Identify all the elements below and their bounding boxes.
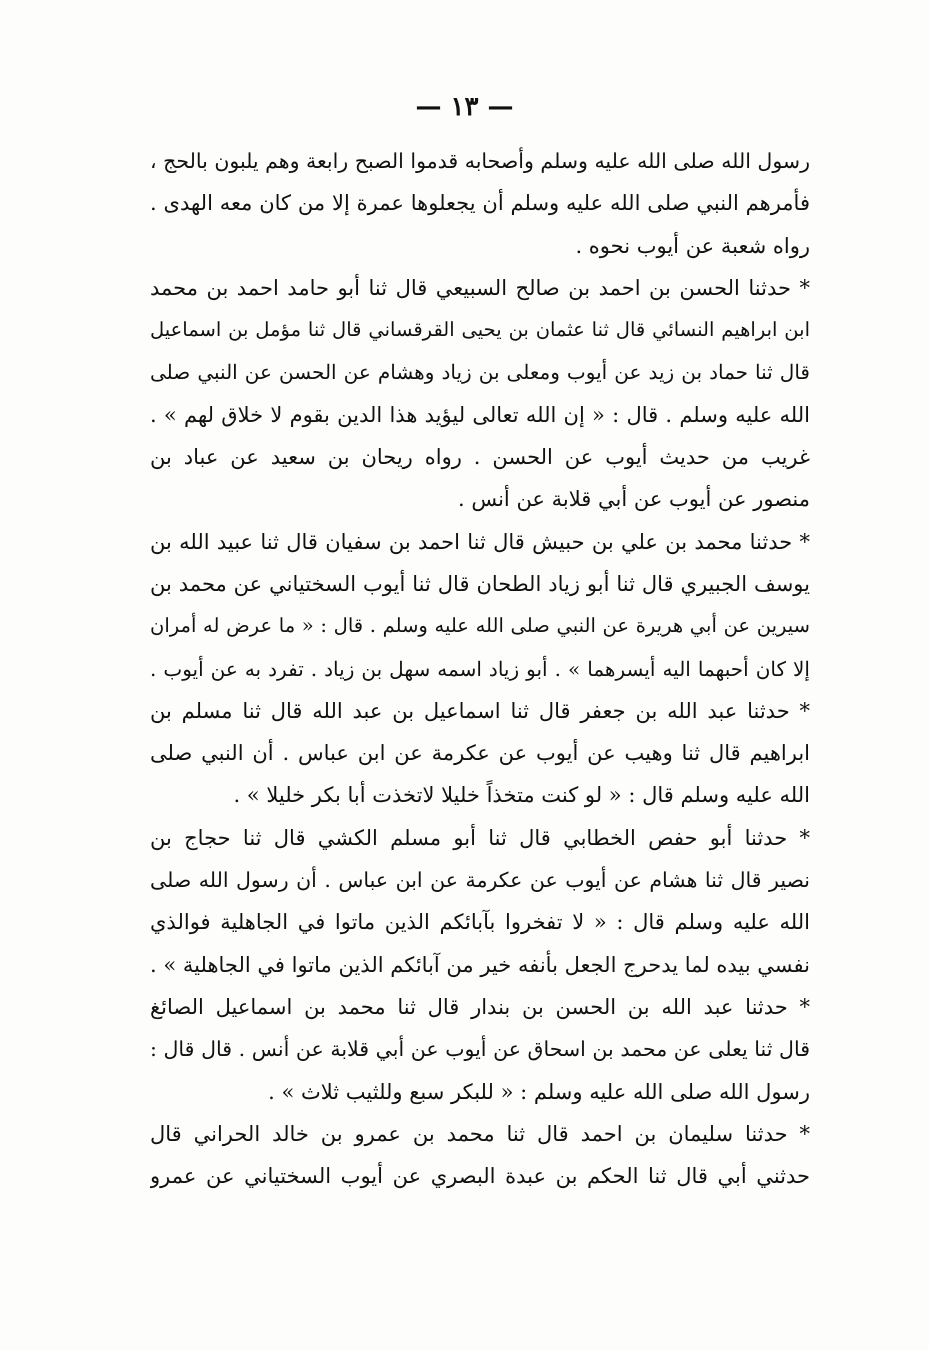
text-line: الله عليه وسلم قال : « لا تفخروا بآبائكم الذين ماتوا في الجاهلية فوالذي <box>150 910 810 935</box>
text-line: رسول الله صلى الله عليه وسلم : « للبكر سبع وللثيب ثلاث » . <box>268 1079 810 1104</box>
text-line: * حدثنا أبو حفص الخطابي قال ثنا أبو مسلم الكشي قال ثنا حجاج بن <box>150 825 810 850</box>
text-line: قال ثنا يعلى عن محمد بن اسحاق عن أيوب عن أبي قلابة عن أنس . قال قال : <box>150 1037 810 1062</box>
text-line: رسول الله صلى الله عليه وسلم وأصحابه قدموا الصبح رابعة وهم يلبون بالحج ، <box>150 149 810 173</box>
text-line: الله عليه وسلم . قال : « إن الله تعالى ليؤيد هذا الدين بقوم لا خلاق لهم » . <box>150 402 810 427</box>
text-line: نصير قال ثنا هشام عن أيوب عن عكرمة عن ابن عباس . أن رسول الله صلى <box>150 868 810 893</box>
text-line: فأمرهم النبي صلى الله عليه وسلم أن يجعلوها عمرة إلا من كان معه الهدى . <box>150 191 810 216</box>
text-line: * حدثنا عبد الله بن الحسن بن بندار قال ثنا محمد بن اسماعيل الصائغ <box>150 994 810 1019</box>
text-line: سيرين عن أبي هريرة عن النبي صلى الله عليه وسلم . قال : « ما عرض له أمران <box>150 614 810 638</box>
text-line: ابراهيم قال ثنا وهيب عن أيوب عن عكرمة عن ابن عباس . أن النبي صلى <box>150 741 810 766</box>
text-line: يوسف الجبيري قال ثنا أبو زياد الطحان قال ثنا أيوب السختياني عن محمد بن <box>150 571 810 596</box>
text-line: إلا كان أحبهما اليه أيسرهما » . أبو زياد اسمه سهل بن زياد . تفرد به عن أيوب . <box>150 656 810 681</box>
text-line: الله عليه وسلم قال : « لو كنت متخذاً خليلا لاتخذت أبا بكر خليلا » . <box>233 783 810 808</box>
text-line: قال ثنا حماد بن زيد عن أيوب ومعلى بن زياد وهشام عن الحسن عن النبي صلى <box>150 360 810 385</box>
page-number: — ١٣ — <box>415 92 514 122</box>
arabic-text-body <box>150 140 810 1197</box>
text-line: * حدثنا سليمان بن احمد قال ثنا محمد بن عمرو بن خالد الحراني قال <box>150 1121 810 1146</box>
text-line: * حدثنا عبد الله بن جعفر قال ثنا اسماعيل بن عبد الله قال ثنا مسلم بن <box>150 698 810 723</box>
text-line: منصور عن أيوب عن أبي قلابة عن أنس . <box>457 487 810 512</box>
text-line: ابن ابراهيم النسائي قال ثنا عثمان بن يحيى القرقساني قال ثنا مؤمل بن اسماعيل <box>150 318 810 342</box>
text-line: نفسي بيده لما يدحرج الجعل بأنفه خير من آبائكم الذين ماتوا في الجاهلية » . <box>150 952 810 977</box>
text-line: * حدثنا الحسن بن احمد بن صالح السبيعي قال ثنا أبو حامد احمد بن محمد <box>150 275 810 300</box>
text-line: غريب من حديث أيوب عن الحسن . رواه ريحان بن سعيد عن عباد بن <box>150 445 810 470</box>
text-line: حدثني أبي قال ثنا الحكم بن عبدة البصري عن أيوب السختياني عن عمرو <box>150 1164 810 1189</box>
text-line: رواه شعبة عن أيوب نحوه . <box>575 233 810 258</box>
text-line: * حدثنا محمد بن علي بن حبيش قال ثنا احمد بن سفيان قال ثنا عبيد الله بن <box>150 529 810 554</box>
